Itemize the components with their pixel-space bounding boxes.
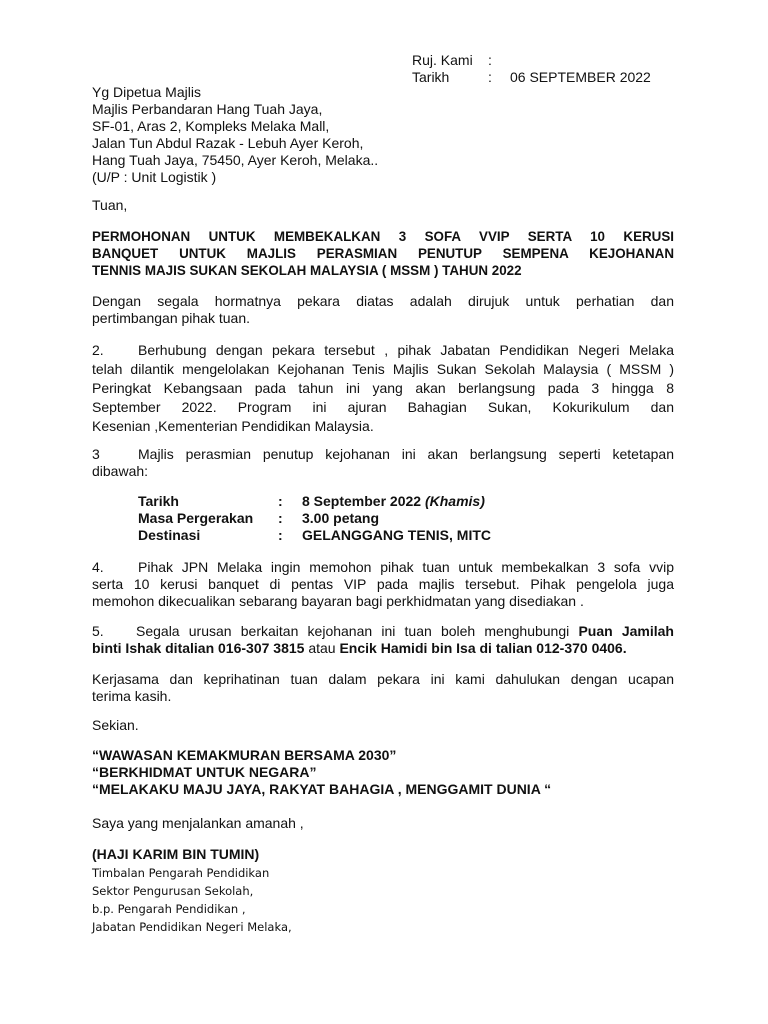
subject-heading — [92, 228, 674, 279]
paragraph-line: Berhubung dengan pekara tersebut , pihak Jabatan Pendidikan Negeri Melaka — [138, 342, 674, 358]
paragraph-line: Majlis perasmian penutup kejohanan ini akan berlangsung seperti ketetapan — [138, 446, 674, 462]
contact-phone: binti Ishak ditalian 016-307 3815 — [92, 640, 305, 656]
reference-block — [412, 52, 651, 86]
detail-day: (Khamis) — [424, 493, 485, 509]
paragraph-line: Kerjasama dan keprihatinan tuan dalam pekara ini kami dahulukan dengan ucapan — [92, 671, 674, 687]
motto-line: “BERKHIDMAT UNTUK NEGARA” — [92, 764, 317, 780]
motto-line: “MELAKAKU MAJU JAYA, RAKYAT BAHAGIA , MENGGAMIT DUNIA “ — [92, 781, 552, 797]
ref-label-ruj: Ruj. Kami — [412, 52, 473, 68]
paragraph-6 — [92, 671, 674, 705]
paragraph-line: serta 10 kerusi banquet di pentas VIP pada majlis tersebut. Pihak pengelola juga — [92, 576, 674, 592]
detail-value: 3.00 petang — [302, 510, 380, 526]
detail-colon: : — [278, 493, 283, 509]
paragraph-2 — [92, 341, 674, 436]
signer-name: (HAJI KARIM BIN TUMIN) — [92, 846, 260, 862]
paragraph-5 — [92, 623, 674, 657]
address-line: Majlis Perbandaran Hang Tuah Jaya, — [92, 101, 323, 117]
title-line: Jabatan Pendidikan Negeri Melaka, — [92, 920, 292, 934]
subject-line: TENNIS MAJIS SUKAN SEKOLAH MALAYSIA ( MSSM ) TAHUN 2022 — [92, 263, 522, 278]
ref-row-ruj — [412, 52, 651, 69]
subject-line: BANQUET UNTUK MAJLIS PERASMIAN PENUTUP SEMPENA KEJOHANAN — [92, 246, 674, 261]
paragraph-4 — [92, 559, 674, 610]
title-line: Timbalan Pengarah Pendidikan — [92, 866, 270, 880]
detail-label: Tarikh — [138, 493, 179, 509]
mottos — [92, 747, 551, 798]
motto-line: “WAWASAN KEMAKMURAN BERSAMA 2030” — [92, 747, 397, 763]
detail-colon: : — [278, 510, 283, 526]
detail-colon: : — [278, 527, 283, 543]
detail-row-destinasi — [138, 527, 491, 544]
paragraph-number: 5. — [92, 623, 104, 639]
detail-value: GELANGGANG TENIS, MITC — [302, 527, 491, 543]
detail-row-tarikh — [138, 493, 491, 510]
address-line: Yg Dipetua Majlis — [92, 84, 201, 100]
paragraph-3 — [92, 446, 674, 480]
paragraph-1 — [92, 293, 674, 327]
address-line: SF-01, Aras 2, Kompleks Melaka Mall, — [92, 118, 330, 134]
paragraph-line: Dengan segala hormatnya pekara diatas adalah dirujuk untuk perhatian dan — [92, 293, 674, 309]
paragraph-number: 4. — [92, 559, 104, 575]
paragraph-text: Segala urusan berkaitan kejohanan ini tuan boleh menghubungi — [136, 623, 570, 639]
address-line: Jalan Tun Abdul Razak - Lebuh Ayer Keroh, — [92, 135, 364, 151]
paragraph-number: 2. — [92, 342, 104, 358]
paragraph-line: memohon dikecualikan sebarang bayaran bagi perkhidmatan yang disediakan . — [92, 593, 584, 609]
closing: Sekian. — [92, 717, 139, 733]
title-line: b.p. Pengarah Pendidikan , — [92, 902, 246, 916]
event-details — [138, 493, 491, 544]
ref-value-date: 06 SEPTEMBER 2022 — [510, 69, 651, 85]
paragraph-line: Kesenian ,Kementerian Pendidikan Malaysia. — [92, 418, 374, 434]
ref-label-tarikh: Tarikh — [412, 69, 450, 85]
sign-intro: Saya yang menjalankan amanah , — [92, 815, 304, 831]
paragraph-line: terima kasih. — [92, 688, 172, 704]
paragraph-text: atau — [308, 640, 336, 656]
paragraph-line: pertimbangan pihak tuan. — [92, 310, 250, 326]
address-line: Hang Tuah Jaya, 75450, Ayer Keroh, Melaka.. — [92, 152, 379, 168]
paragraph-line: telah dilantik mengelolakan Kejohanan Tenis Majlis Sukan Sekolah Malaysia ( MSSM ) — [92, 361, 674, 377]
salutation: Tuan, — [92, 197, 128, 213]
detail-row-masa — [138, 510, 491, 527]
subject-line: PERMOHONAN UNTUK MEMBEKALKAN 3 SOFA VVIP SERTA 10 KERUSI — [92, 229, 674, 244]
ref-colon: : — [488, 52, 492, 68]
paragraph-number: 3 — [92, 446, 100, 462]
address-line: (U/P : Unit Logistik ) — [92, 169, 217, 185]
contact-name: Puan Jamilah — [578, 623, 674, 639]
title-line: Sektor Pengurusan Sekolah, — [92, 884, 254, 898]
signer-titles — [92, 864, 292, 936]
recipient-address — [92, 84, 378, 186]
contact-phone: Encik Hamidi bin Isa di talian 012-370 0406. — [339, 640, 627, 656]
paragraph-line: Peringkat Kebangsaan pada tahun ini yang akan berlangsung pada 3 hingga 8 — [92, 380, 674, 396]
detail-label: Masa Pergerakan — [138, 510, 254, 526]
detail-label: Destinasi — [138, 527, 201, 543]
detail-value: 8 September 2022 (Khamis) — [302, 493, 485, 509]
paragraph-line: dibawah: — [92, 463, 149, 479]
ref-colon: : — [488, 69, 492, 85]
paragraph-line: Pihak JPN Melaka ingin memohon pihak tuan untuk membekalkan 3 sofa vvip — [138, 559, 674, 575]
ref-row-tarikh — [412, 69, 651, 86]
paragraph-line: September 2022. Program ini ajuran Bahagian Sukan, Kokurikulum dan — [92, 399, 674, 415]
